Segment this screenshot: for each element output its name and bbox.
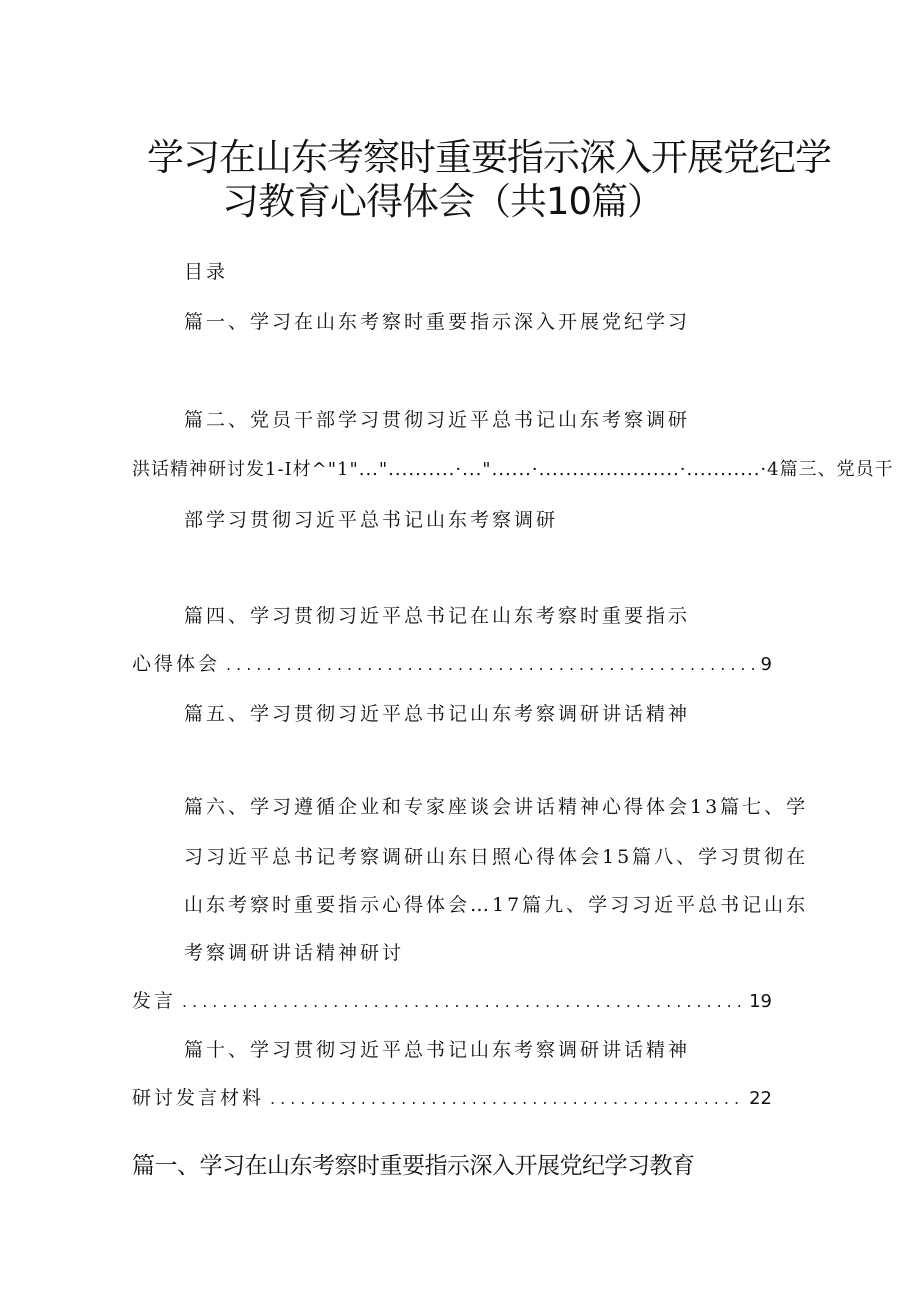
toc-row-9 [132,987,772,1016]
toc-row-label: 心得体会 [132,653,221,675]
toc-entry-9: 考察调研讲话精神研讨 [184,942,405,964]
toc-entry-5: 篇五、学习贯彻习近平总书记山东考察调研讲话精神 [184,703,691,725]
toc-entry-6: 篇六、学习遵循企业和专家座谈会讲话精神心得体会13篇七、学 [184,796,809,818]
toc-entry-10: 篇十、学习贯彻习近平总书记山东考察调研讲话精神 [184,1039,691,1061]
toc-row-label: 发言 [132,990,177,1012]
toc-row-4 [132,650,772,679]
toc-row-10 [132,1084,772,1113]
toc-entry-3: 部学习贯彻习近平总书记山东考察调研 [184,509,559,531]
toc-page-number: 22 [749,1088,772,1109]
toc-row-label: 研讨发言材料 [132,1087,265,1109]
toc-entry-7: 习习近平总书记考察调研山东日照心得体会15篇八、学习贯彻在 [184,846,809,868]
toc-entry-8: 山东考察时重要指示心得体会…17篇九、学习习近平总书记山东 [184,894,809,916]
toc-entry-4: 篇四、学习贯彻习近平总书记在山东考察时重要指示 [184,605,691,627]
section-heading: 篇一、学习在山东考察时重要指示深入开展党纪学习教育 [132,1153,695,1179]
toc-entry-2: 篇二、党员干部学习贯彻习近平总书记山东考察调研 [184,409,691,431]
toc-entry-2-continued: 洪话精神研讨发1-I材^"1"..."..........·..."......·.....................·...........·4篇三、党员干 [132,459,894,480]
dot-leader [270,1085,743,1113]
dot-leader [182,988,743,1016]
toc-page-number: 19 [749,991,772,1012]
title-line-1: 学习在山东考察时重要指示深入开展党纪学 [147,136,831,179]
dot-leader [226,651,755,679]
toc-heading: 目录 [184,261,229,283]
toc-page-number: 9 [760,654,772,675]
toc-entry-1: 篇一、学习在山东考察时重要指示深入开展党纪学习 [184,311,691,333]
title-line-2: 习教育心得体会（共10篇） [222,180,664,223]
